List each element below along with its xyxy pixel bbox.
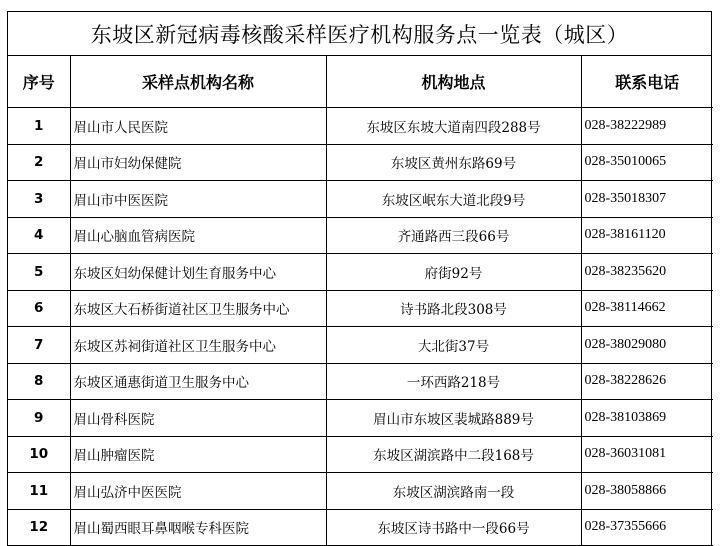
row-address: 东坡区黄州东路69号 <box>326 144 581 181</box>
row-index: 10 <box>8 436 70 473</box>
row-name: 东坡区通惠街道卫生服务中心 <box>70 363 326 400</box>
row-index: 6 <box>8 290 70 327</box>
header-index: 序号 <box>8 56 70 108</box>
row-address: 东坡区湖滨路南一段 <box>326 473 581 510</box>
service-point-table-sheet <box>7 11 712 546</box>
service-point-table <box>8 56 713 546</box>
header-row <box>8 56 713 108</box>
row-address: 东坡区东坡大道南四段288号 <box>326 108 581 145</box>
table-row <box>8 327 713 364</box>
row-index: 7 <box>8 327 70 364</box>
row-name: 东坡区妇幼保健计划生育服务中心 <box>70 254 326 291</box>
row-index: 2 <box>8 144 70 181</box>
row-address: 东坡区诗书路中一段66号 <box>326 509 581 546</box>
row-phone: 028-38235620 <box>581 254 713 291</box>
row-phone: 028-38058866 <box>581 473 713 510</box>
row-address: 眉山市东坡区裴城路889号 <box>326 400 581 437</box>
table-row <box>8 217 713 254</box>
row-name: 眉山肿瘤医院 <box>70 436 326 473</box>
row-name: 东坡区苏祠街道社区卫生服务中心 <box>70 327 326 364</box>
row-address: 诗书路北段308号 <box>326 290 581 327</box>
row-address: 大北街37号 <box>326 327 581 364</box>
row-name: 眉山市人民医院 <box>70 108 326 145</box>
row-index: 12 <box>8 509 70 546</box>
table-row <box>8 400 713 437</box>
row-name: 东坡区大石桥街道社区卫生服务中心 <box>70 290 326 327</box>
row-index: 5 <box>8 254 70 291</box>
table-row <box>8 254 713 291</box>
row-phone: 028-38161120 <box>581 217 713 254</box>
header-address: 机构地点 <box>326 56 581 108</box>
row-name: 眉山市中医医院 <box>70 181 326 218</box>
row-index: 9 <box>8 400 70 437</box>
row-name: 眉山市妇幼保健院 <box>70 144 326 181</box>
row-phone: 028-35010065 <box>581 144 713 181</box>
table-row <box>8 108 713 145</box>
table-row <box>8 473 713 510</box>
row-phone: 028-36031081 <box>581 436 713 473</box>
table-row <box>8 363 713 400</box>
table-row <box>8 509 713 546</box>
row-phone: 028-38222989 <box>581 108 713 145</box>
row-address: 东坡区岷东大道北段9号 <box>326 181 581 218</box>
table-row <box>8 290 713 327</box>
table-row <box>8 436 713 473</box>
row-phone: 028-38114662 <box>581 290 713 327</box>
row-index: 3 <box>8 181 70 218</box>
row-index: 11 <box>8 473 70 510</box>
table-title: 东坡区新冠病毒核酸采样医疗机构服务点一览表（城区） <box>8 12 711 56</box>
header-phone: 联系电话 <box>581 56 713 108</box>
row-name: 眉山弘济中医医院 <box>70 473 326 510</box>
row-phone: 028-38029080 <box>581 327 713 364</box>
row-address: 府街92号 <box>326 254 581 291</box>
table-row <box>8 144 713 181</box>
row-address: 一环西路218号 <box>326 363 581 400</box>
header-name: 采样点机构名称 <box>70 56 326 108</box>
table-row <box>8 181 713 218</box>
row-index: 4 <box>8 217 70 254</box>
row-address: 东坡区湖滨路中二段168号 <box>326 436 581 473</box>
row-phone: 028-38103869 <box>581 400 713 437</box>
row-name: 眉山骨科医院 <box>70 400 326 437</box>
row-name: 眉山蜀西眼耳鼻咽喉专科医院 <box>70 509 326 546</box>
row-address: 齐通路西三段66号 <box>326 217 581 254</box>
row-name: 眉山心脑血管病医院 <box>70 217 326 254</box>
row-phone: 028-38228626 <box>581 363 713 400</box>
row-index: 8 <box>8 363 70 400</box>
row-index: 1 <box>8 108 70 145</box>
row-phone: 028-37355666 <box>581 509 713 546</box>
row-phone: 028-35018307 <box>581 181 713 218</box>
